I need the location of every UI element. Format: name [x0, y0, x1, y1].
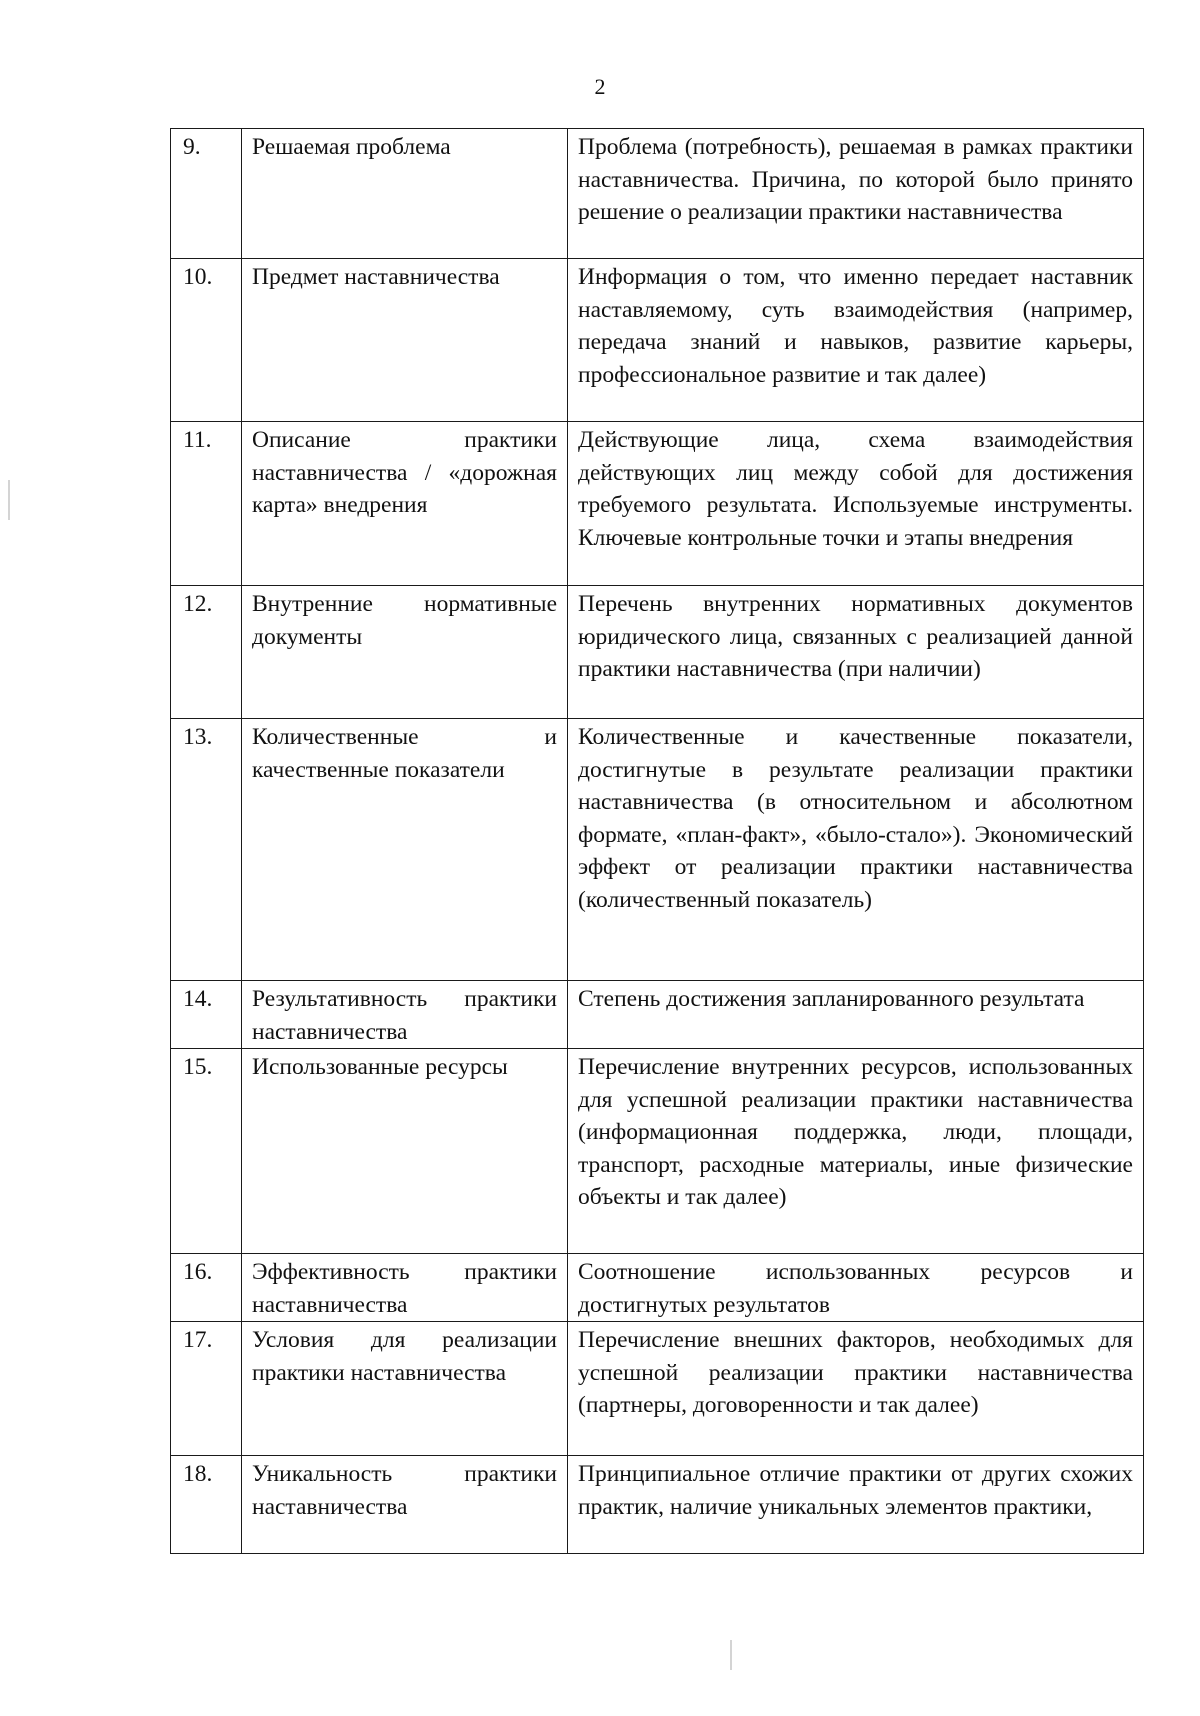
criterion-name: Использованные ресурсы — [242, 1049, 568, 1254]
criterion-name: Внутренние нормативные документы — [242, 586, 568, 719]
row-number: 16. — [171, 1254, 242, 1322]
row-number: 14. — [171, 981, 242, 1049]
row-number: 13. — [171, 719, 242, 981]
row-number: 15. — [171, 1049, 242, 1254]
table-row — [171, 129, 1144, 259]
table-row — [171, 586, 1144, 719]
criterion-name: Результативность практики наставничества — [242, 981, 568, 1049]
table-row — [171, 719, 1144, 981]
criterion-description: Действующие лица, схема взаимодействия действующих лиц между собой для достижения требуемого результата. Используемые инструменты. Ключевые контрольные точки и этапы внедрения — [568, 422, 1144, 586]
row-number: 18. — [171, 1456, 242, 1554]
criterion-description: Проблема (потребность), решаемая в рамках практики наставничества. Причина, по которой было принято решение о реализации практики наставничества — [568, 129, 1144, 259]
criterion-description: Перечисление внешних факторов, необходимых для успешной реализации практики наставничества (партнеры, договоренности и так далее) — [568, 1322, 1144, 1456]
criterion-description: Степень достижения запланированного результата — [568, 981, 1144, 1049]
criterion-name: Предмет наставничества — [242, 259, 568, 422]
row-number: 9. — [171, 129, 242, 259]
table-row — [171, 981, 1144, 1049]
criterion-description: Соотношение использованных ресурсов и достигнутых результатов — [568, 1254, 1144, 1322]
criterion-name: Эффективность практики наставничества — [242, 1254, 568, 1322]
criterion-name: Решаемая проблема — [242, 129, 568, 259]
criterion-name: Количественные и качественные показатели — [242, 719, 568, 981]
criterion-description: Информация о том, что именно передает наставник наставляемому, суть взаимодействия (например, передача знаний и навыков, развитие карьеры, профессиональное развитие и так далее) — [568, 259, 1144, 422]
row-number: 10. — [171, 259, 242, 422]
table-row — [171, 259, 1144, 422]
scan-artifact-bottom — [730, 1640, 732, 1670]
criterion-name: Описание практики наставничества / «дорожная карта» внедрения — [242, 422, 568, 586]
criterion-description: Перечень внутренних нормативных документов юридического лица, связанных с реализацией данной практики наставничества (при наличии) — [568, 586, 1144, 719]
table-row — [171, 1456, 1144, 1554]
criteria-table — [170, 128, 1144, 1554]
criterion-description: Принципиальное отличие практики от других схожих практик, наличие уникальных элементов практики, — [568, 1456, 1144, 1554]
table-row — [171, 1049, 1144, 1254]
row-number: 11. — [171, 422, 242, 586]
row-number: 17. — [171, 1322, 242, 1456]
table-row — [171, 422, 1144, 586]
scan-artifact-left — [8, 480, 10, 520]
criterion-name: Уникальность практики наставничества — [242, 1456, 568, 1554]
table-row — [171, 1254, 1144, 1322]
row-number: 12. — [171, 586, 242, 719]
table-row — [171, 1322, 1144, 1456]
page-number: 2 — [594, 74, 606, 99]
criterion-description: Перечисление внутренних ресурсов, использованных для успешной реализации практики наставничества (информационная поддержка, люди, площади, транспорт, расходные материалы, иные физические объекты и так далее) — [568, 1049, 1144, 1254]
criterion-name: Условия для реализации практики наставничества — [242, 1322, 568, 1456]
criterion-description: Количественные и качественные показатели, достигнутые в результате реализации практики наставничества (в относительном и абсолютном формате, «план-факт», «было-стало»). Экономический эффект от реализации практики наставничества (количественный показатель) — [568, 719, 1144, 981]
